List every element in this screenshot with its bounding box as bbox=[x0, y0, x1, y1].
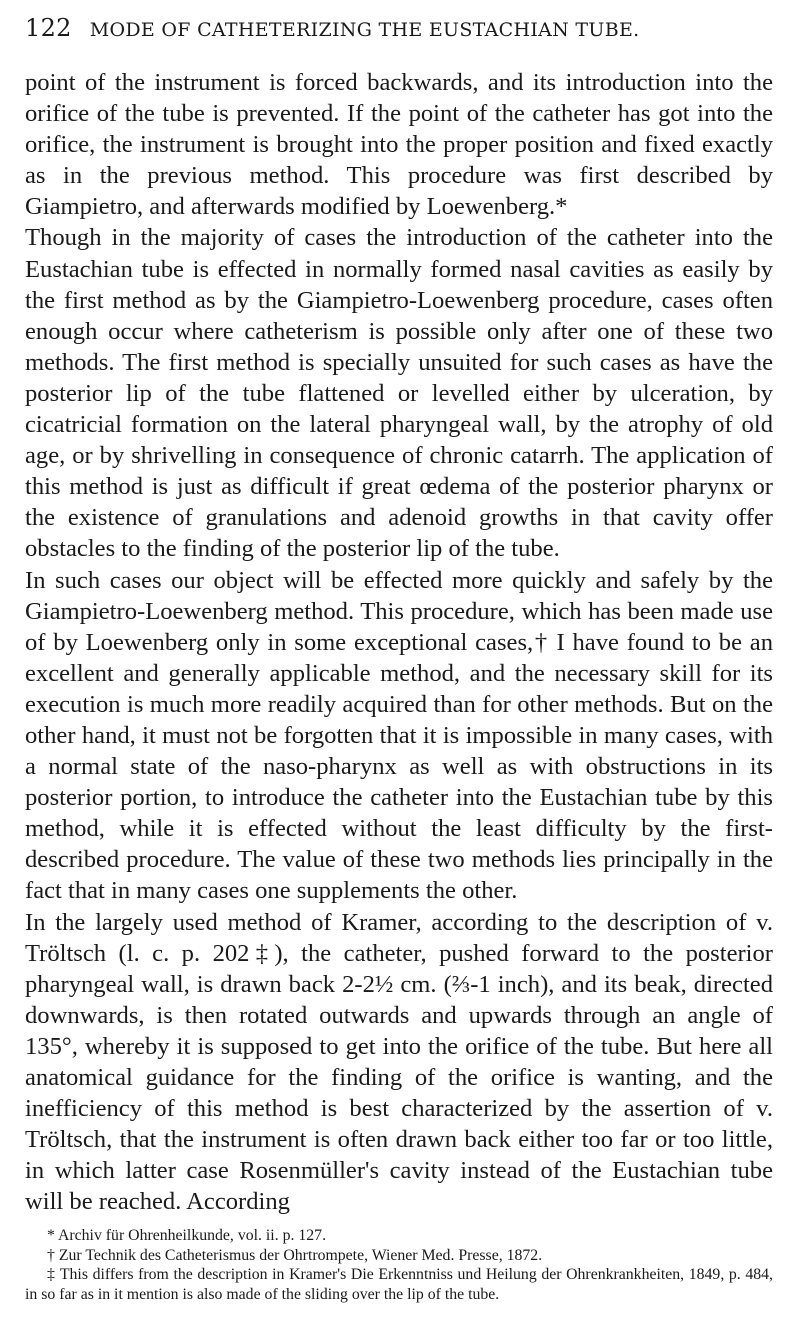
footnotes bbox=[25, 1226, 773, 1304]
body-text bbox=[25, 67, 773, 1217]
paragraph-1: point of the instrument is forced backwards, and its introduction into the orifice of the tube is prevented. If the point of the catheter has got into the orifice, the instrument is brought into the proper position and fixed exactly as in the previous method. This procedure was first described by Giampietro, and afterwards modified by Loewenberg.* bbox=[25, 69, 773, 221]
footnote-3: ‡ This differs from the description in Kramer's Die Erkenntniss und Heilung der Ohrenkrankheiten, 1849, p. 484, in so far as in it mention is also made of the sliding over the lip of the tube. bbox=[25, 1266, 773, 1303]
paragraph-2: Though in the majority of cases the introduction of the catheter into the Eustachian tube is effected in normally formed nasal cavities as easily by the first method as by the Giampietro-Loewenberg procedure, cases often enough occur where catheterism is possible only after one of these two methods. The first method is specially unsuited for such cases as have the posterior lip of the tube flattened or levelled either by ulceration, by cicatricial formation on the lateral pharyngeal wall, by the atrophy of old age, or by shrivelling in consequence of chronic catarrh. The application of this method is just as difficult if great œdema of the posterior pharynx or the existence of granulations and adenoid growths in that cavity offer obstacles to the finding of the posterior lip of the tube. bbox=[25, 224, 773, 563]
paragraph-3: In such cases our object will be effected more quickly and safely by the Giampietro-Loewenberg method. This procedure, which has been made use of by Loewenberg only in some exceptional cases,† I have found to be an excellent and generally applicable method, and the necessary skill for its execution is much more readily acquired than for other methods. But on the other hand, it must not be forgotten that it is impossible in many cases, with a normal state of the naso-pharynx as well as with obstructions in its posterior portion, to introduce the catheter into the Eustachian tube by this method, while it is effected without the least difficulty by the first-described procedure. The value of these two methods lies principally in the fact that in many cases one supplements the other. bbox=[25, 566, 773, 905]
paragraph-4: In the largely used method of Kramer, according to the description of v. Tröltsch (l. c. p. 202‡), the catheter, pushed forward to the posterior pharyngeal wall, is drawn back 2-2½ cm. (⅔-1 inch), and its beak, directed downwards, is then rotated outwards and upwards through an angle of 135°, whereby it is supposed to get into the orifice of the tube. But here all anatomical guidance for the finding of the orifice is wanting, and the inefficiency of this method is best characterized by the assertion of v. Tröltsch, that the instrument is often drawn back either too far or too little, in which latter case Rosenmüller's cavity instead of the Eustachian tube will be reached. According bbox=[25, 908, 773, 1216]
running-header bbox=[25, 14, 775, 42]
running-title: MODE OF CATHETERIZING THE EUSTACHIAN TUBE. bbox=[89, 19, 640, 41]
footnote-1: * Archiv für Ohrenheilkunde, vol. ii. p. 127. bbox=[47, 1227, 327, 1244]
footnote-2: † Zur Technik des Catheterismus der Ohrtrompete, Wiener Med. Presse, 1872. bbox=[47, 1246, 543, 1264]
page-number: 122 bbox=[25, 14, 72, 42]
